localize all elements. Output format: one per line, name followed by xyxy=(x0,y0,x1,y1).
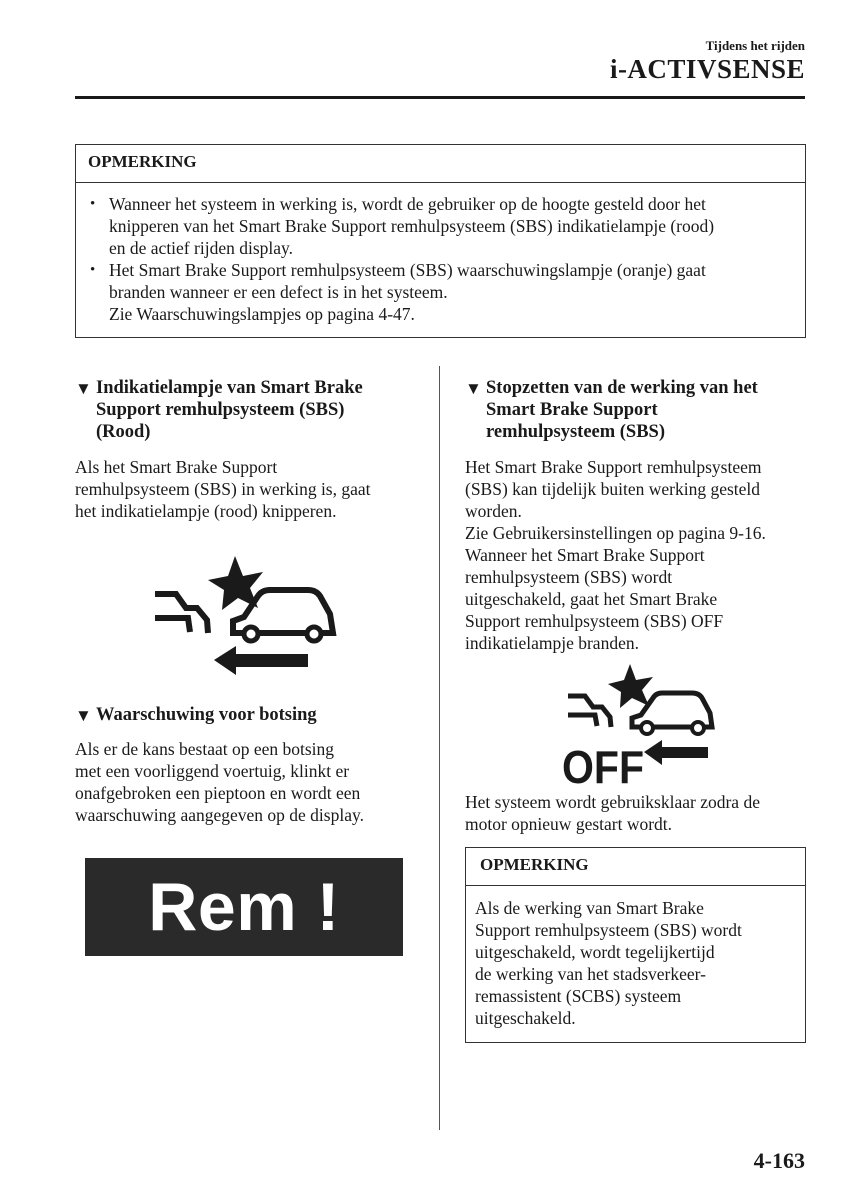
page-number: 4-163 xyxy=(753,1148,805,1173)
column-divider xyxy=(439,366,440,1130)
section-heading-collision-warning xyxy=(75,704,425,726)
note-line: de werking van het stadsverkeer- xyxy=(475,964,706,984)
sbs-collision-indicator-icon xyxy=(150,548,340,678)
heading-line: Waarschuwing voor botsing xyxy=(96,705,317,725)
note-body xyxy=(466,886,805,1029)
text-line: onafgebroken een pieptoon en wordt een xyxy=(75,783,361,803)
section-heading-indicator xyxy=(75,377,425,443)
note-line: • Het Smart Brake Support remhulpsysteem (SBS) waarschuwingslampje (oranje) gaat xyxy=(109,260,706,280)
text-line: waarschuwing aangegeven op de display. xyxy=(75,805,364,825)
text-line: (SBS) kan tijdelijk buiten werking gesteld xyxy=(465,479,761,499)
triangle-marker-icon: ▼ xyxy=(75,379,92,398)
heading-line: (Rood) xyxy=(96,422,151,442)
note-line: Zie Waarschuwingslampjes op pagina 4-47. xyxy=(109,304,415,324)
note-line: knipperen van het Smart Brake Support remhulpsysteem (SBS) indikatielampje (rood) xyxy=(109,216,715,236)
text-line: worden. xyxy=(465,501,522,521)
header-divider xyxy=(75,96,805,99)
text-line: remhulpsysteem (SBS) wordt xyxy=(465,567,673,587)
sbs-off-indicator-icon xyxy=(560,662,715,787)
paragraph-sbs-restart xyxy=(465,791,810,835)
note-box-right xyxy=(465,847,806,1043)
note-line: uitgeschakeld. xyxy=(475,1008,576,1028)
text-line: motor opnieuw gestart wordt. xyxy=(465,814,673,834)
text-line: Support remhulpsysteem (SBS) OFF xyxy=(465,611,724,631)
text-line: Het systeem wordt gebruiksklaar zodra de xyxy=(465,792,760,812)
heading-line: Support remhulpsysteem (SBS) xyxy=(96,400,345,420)
text-line: uitgeschakeld, gaat het Smart Brake xyxy=(465,589,718,609)
text-line: Als het Smart Brake Support xyxy=(75,457,278,477)
note-line: branden wanneer er een defect is in het systeem. xyxy=(109,282,448,302)
note-box-top xyxy=(75,144,806,338)
off-label: OFF xyxy=(562,741,644,787)
note-line: remassistent (SCBS) systeem xyxy=(475,986,682,1006)
note-line: Support remhulpsysteem (SBS) wordt xyxy=(475,920,742,940)
paragraph-indicator xyxy=(75,456,425,522)
note-line: Als de werking van Smart Brake xyxy=(475,898,704,918)
heading-line: Stopzetten van de werking van het xyxy=(486,378,758,398)
text-line: het indikatielampje (rood) knipperen. xyxy=(75,501,337,521)
text-line: Zie Gebruikersinstellingen op pagina 9-16. xyxy=(465,523,766,543)
text-line: Als er de kans bestaat op een botsing xyxy=(75,739,335,759)
heading-line: remhulpsysteem (SBS) xyxy=(486,422,666,442)
note-heading: OPMERKING xyxy=(76,145,805,183)
heading-line: Smart Brake Support xyxy=(486,400,658,420)
brake-warning-display: Rem ! xyxy=(85,858,403,956)
section-heading-sbs-off xyxy=(465,377,810,443)
note-line: • Wanneer het systeem in werking is, wordt de gebruiker op de hoogte gesteld door het xyxy=(109,194,706,214)
note-bullet xyxy=(90,259,791,325)
text-line: Wanneer het Smart Brake Support xyxy=(465,545,705,565)
running-header-title: i-ACTIVSENSE xyxy=(609,54,805,84)
paragraph-collision-warning xyxy=(75,738,425,826)
note-line: uitgeschakeld, wordt tegelijkertijd xyxy=(475,942,715,962)
note-body xyxy=(76,183,805,325)
text-line: met een voorliggend voertuig, klinkt er xyxy=(75,761,350,781)
text-line: indikatielampje branden. xyxy=(465,633,639,653)
running-header-section: Tijdens het rijden xyxy=(705,38,805,53)
note-bullet xyxy=(90,193,791,259)
note-heading: OPMERKING xyxy=(466,848,805,886)
paragraph-sbs-off xyxy=(465,456,810,654)
note-line: en de actief rijden display. xyxy=(109,238,293,258)
text-line: Het Smart Brake Support remhulpsysteem xyxy=(465,457,762,477)
triangle-marker-icon: ▼ xyxy=(465,379,482,398)
triangle-marker-icon: ▼ xyxy=(75,706,92,725)
text-line: remhulpsysteem (SBS) in werking is, gaat xyxy=(75,479,371,499)
heading-line: Indikatielampje van Smart Brake xyxy=(96,378,363,398)
